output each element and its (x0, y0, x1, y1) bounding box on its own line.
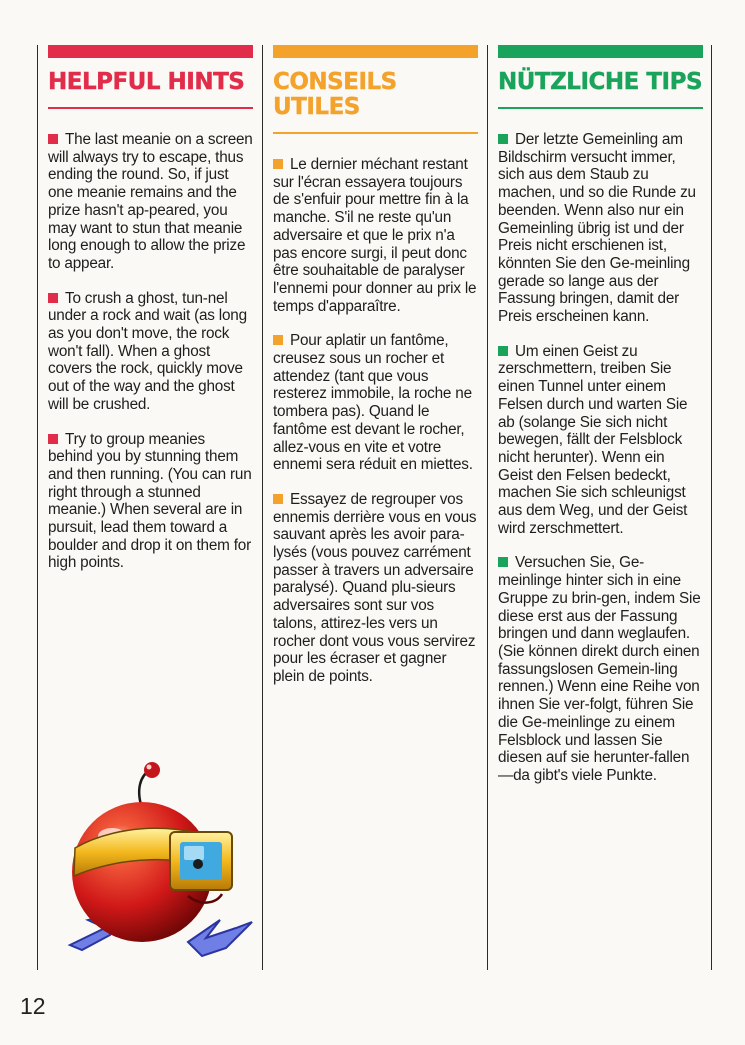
hint-paragraph: Versuchen Sie, Ge-meinlinge hinter sich in eine Gruppe zu brin-gen, indem Sie diese erst aus der Fassung bringen und dann weglaufen. (Sie können direkt durch einen fassungslosen Gemein-ling rennen.) Wenn eine Reihe von ihnen Sie ver-folgt, führen Sie die Ge-meinlinge zu einem Felsblock und lassen Sie diesen auf sie herunter-fallen—da gibt's viele Punkte. (498, 554, 701, 784)
red-ball-character-icon (30, 760, 265, 960)
header-bar (498, 45, 703, 58)
bullet-square-icon (498, 346, 508, 356)
hint-paragraph: Pour aplatir un fantôme, creusez sous un rocher et attendez (tant que vous resterez immobile, la roche ne tombera pas). Quand le fantôme est devant le rocher, allez-vous en vite et votre ennemi sera réduit en miettes. (273, 332, 473, 474)
bullet-square-icon (498, 557, 508, 567)
header-bar (48, 45, 253, 58)
heading-conseils-utiles: CONSEILS UTILES (273, 69, 397, 120)
hint-paragraph: To crush a ghost, tun-nel under a rock and wait (as long as you don't move, the rock won't fall). When a ghost covers the rock, quickly move out of the way and the ghost will be crushed. (48, 289, 247, 413)
bullet-square-icon (48, 134, 58, 144)
hint-paragraph: Try to group meanies behind you by stunning them and then running. (You can run right through a stunned meanie.) When several are in pursuit, lead them toward a boulder and drop it on them for high points. (48, 430, 252, 572)
bullet-square-icon (273, 494, 283, 504)
heading-underline (273, 132, 478, 134)
heading-nuetzliche-tips: NÜTZLICHE TIPS (498, 69, 703, 95)
column-english (48, 45, 253, 589)
column-german (498, 45, 703, 802)
hint-paragraph: Um einen Geist zu zerschmettern, treiben Sie einen Tunnel unter einem Felsen durch und warten Sie ab (solange Sie sich nicht bewegen, fällt der Felsblock nicht herunter). Wenn ein Geist den Felsen bedeckt, machen Sie sich schleunigst aus dem Weg, und der Geist wird zerschmettert. (498, 342, 688, 537)
heading-underline (48, 107, 253, 109)
page-number: 12 (20, 993, 46, 1019)
hint-paragraph: The last meanie on a screen will always try to escape, thus ending the round. So, if just one meanie remains and the prize hasn't ap-peared, you may want to stun that meanie long enough to allow the prize to appear. (48, 131, 253, 272)
header-bar (273, 45, 478, 58)
hint-paragraph: Der letzte Gemeinling am Bildschirm versucht immer, sich aus dem Staub zu machen, und so die Runde zu beenden. Wenn also nur ein Gemeinling übrig ist und der Preis nicht erschienen ist, könnten Sie den Ge-meinling gerade so lange aus der Fassung bringen, damit der Preis erscheinen kann. (498, 131, 696, 326)
column-divider (487, 45, 488, 970)
hint-paragraph: Essayez de regrouper vos ennemis derrière vous en vous sauvant après les avoir para-lysés (vous pouvez carrément passer à travers un adversaire paralysé). Quand plu-sieurs adversaires sont sur vos talons, attirez-les vers un rocher dont vous vous servirez pour les écraser et gagner plein de points. (273, 490, 477, 685)
bullet-square-icon (498, 134, 508, 144)
heading-helpful-hints: HELPFUL HINTS (48, 69, 245, 95)
heading-underline (498, 107, 703, 109)
bullet-square-icon (273, 335, 283, 345)
bullet-square-icon (48, 434, 58, 444)
bullet-square-icon (273, 159, 283, 169)
column-french (273, 45, 478, 703)
hint-paragraph: Le dernier méchant restant sur l'écran essayera toujours de s'enfuir pour mettre fin à la manche. S'il ne reste qu'un adversaire et que le prix n'a pas encore surgi, il peut donc être souhaitable de paralyser l'ennemi pour donner au prix le temps d'apparaître. (273, 156, 477, 315)
bullet-square-icon (48, 293, 58, 303)
column-divider (711, 45, 712, 970)
